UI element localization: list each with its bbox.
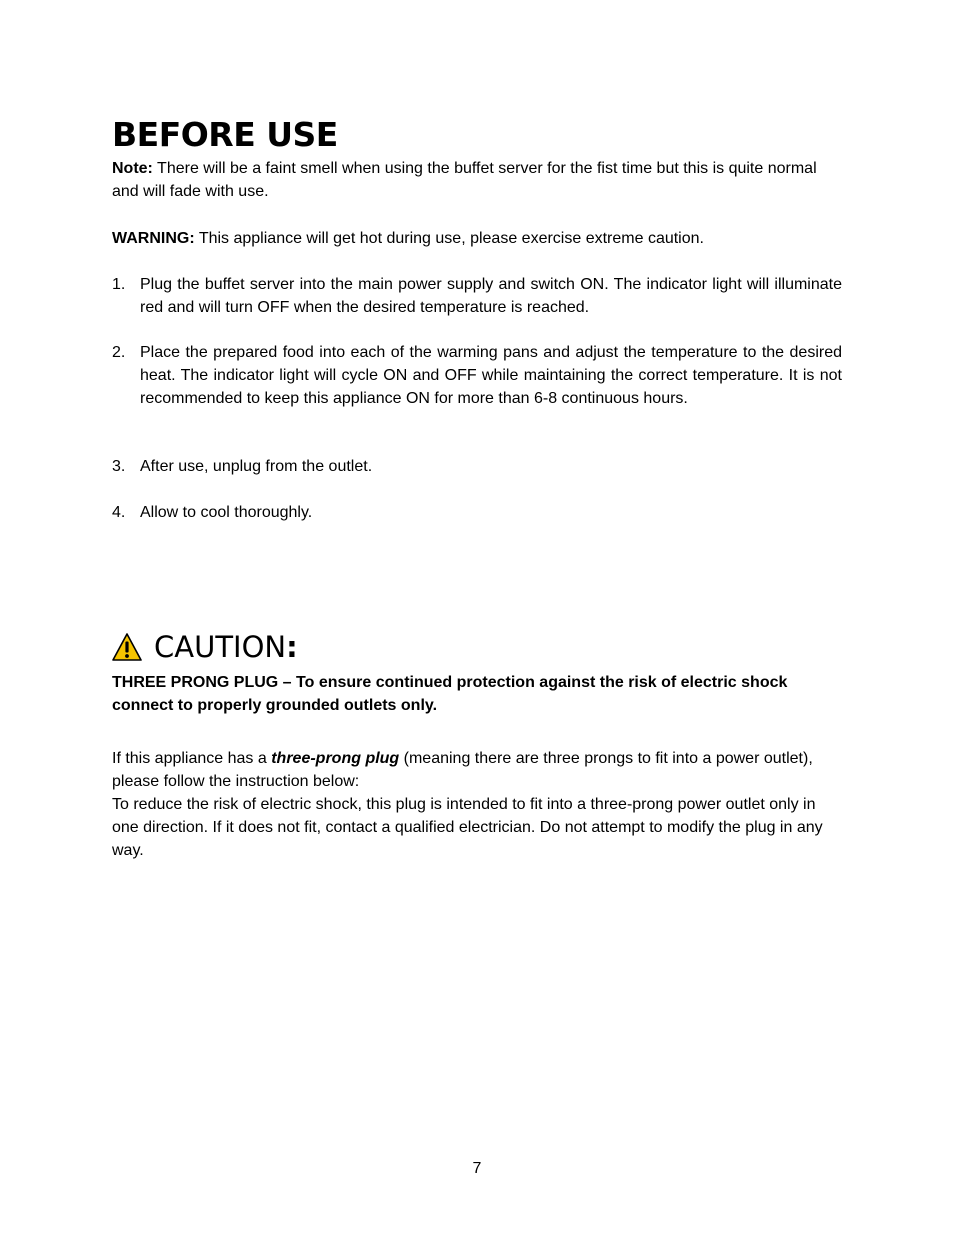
note-text: There will be a faint smell when using the buffet server for the fist time but this is quite normal and will fade with use. xyxy=(112,160,817,200)
para1-after: (meaning there are three prongs to fit into a power outlet), please follow the instruction below: xyxy=(112,750,813,790)
three-prong-heading xyxy=(112,671,842,717)
list-number: 2. xyxy=(112,344,126,361)
para2-text: To reduce the risk of electric shock, this plug is intended to fit into a three-prong power outlet only in one direction. If it does not fit, contact a qualified electrician. Do not attempt to modify the plug in any way. xyxy=(112,796,823,859)
warning-label: WARNING: xyxy=(112,230,195,247)
list-item xyxy=(112,341,842,410)
caution-title: CAUTION xyxy=(154,630,287,664)
list-text: After use, unplug from the outlet. xyxy=(140,458,373,475)
para1-emphasis: three-prong plug xyxy=(271,750,400,767)
list-item xyxy=(112,455,842,478)
list-item xyxy=(112,273,842,319)
three-prong-paragraph xyxy=(112,747,842,862)
list-number: 4. xyxy=(112,504,126,521)
list-number: 1. xyxy=(112,276,126,293)
list-text: Allow to cool thoroughly. xyxy=(140,504,313,521)
before-use-heading: BEFORE USE xyxy=(112,115,338,154)
list-number: 3. xyxy=(112,458,126,475)
list-text: Plug the buffet server into the main power supply and switch ON. The indicator light will illuminate red and will turn OFF when the desired temperature is reached. xyxy=(140,276,842,316)
note-label: Note: xyxy=(112,160,153,177)
caution-colon: : xyxy=(286,630,298,664)
list-item xyxy=(112,501,842,524)
warning-paragraph xyxy=(112,227,842,250)
caution-heading xyxy=(112,627,298,667)
page-number: 7 xyxy=(472,1160,482,1177)
note-paragraph xyxy=(112,157,842,203)
warning-triangle-icon xyxy=(112,633,142,661)
list-text: Place the prepared food into each of the warming pans and adjust the temperature to the desired heat. The indicator light will cycle ON and OFF while maintaining the correct temperature. It is not recommended to keep this appliance ON for more than 6-8 continuous hours. xyxy=(140,344,842,407)
warning-text: This appliance will get hot during use, please exercise extreme caution. xyxy=(194,230,704,247)
para1-before: If this appliance has a xyxy=(112,750,272,767)
three-prong-heading-text: THREE PRONG PLUG – To ensure continued protection against the risk of electric shock connect to properly grounded outlets only. xyxy=(112,674,788,714)
